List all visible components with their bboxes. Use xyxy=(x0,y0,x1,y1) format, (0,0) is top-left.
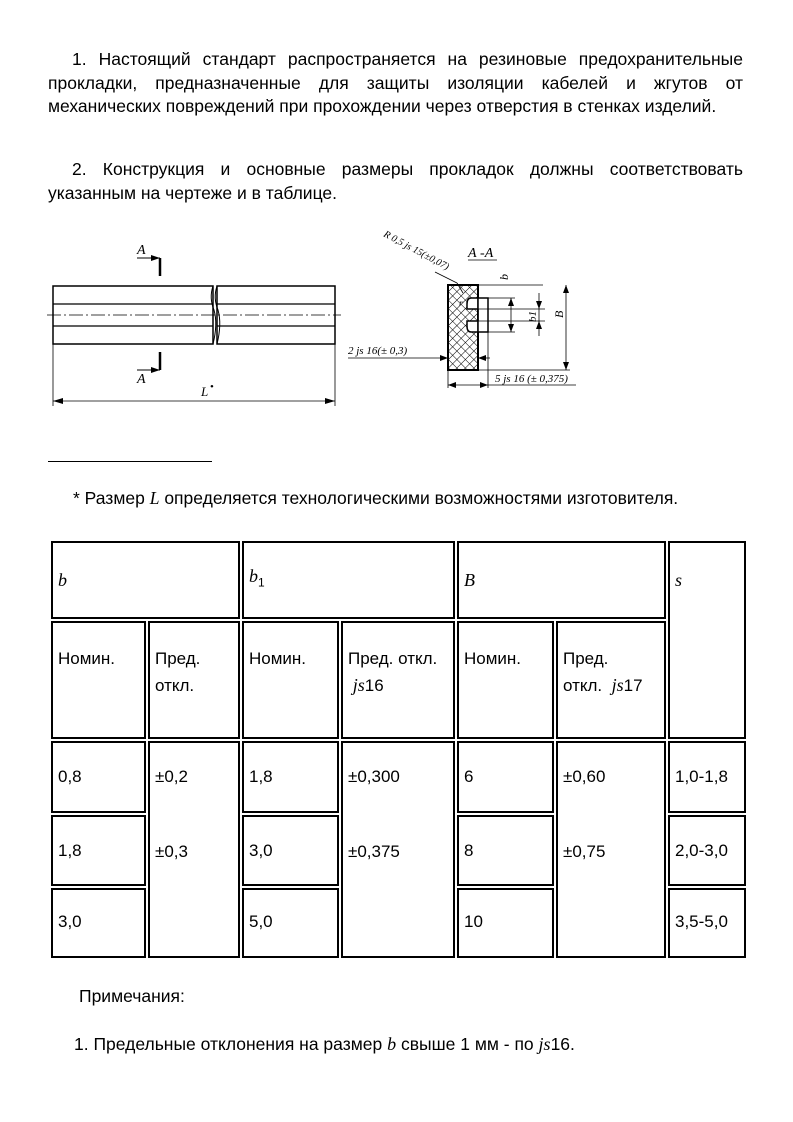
cell-b1: 1,8 xyxy=(242,741,339,813)
cell-B: 6 xyxy=(457,741,554,813)
subheader-b1-nom: Номин. xyxy=(242,621,339,739)
cell-s: 2,0-3,0 xyxy=(668,815,746,886)
paragraph-text: Настоящий стандарт распространяется на резиновые предохранительные прокладки, предназначенные для защиты изоляции кабелей и жгутов от механических повреждений при прохождении через отверстия в стенках изделий. xyxy=(48,49,743,116)
symbol-b: b xyxy=(58,569,67,590)
footnote-text: определяется технологическими возможностями изготовителя. xyxy=(164,488,679,508)
paragraph-number: 1. xyxy=(72,49,87,69)
dimension-b1: b1 xyxy=(527,311,539,322)
dimension-b: b xyxy=(497,274,511,280)
subheader-B-dev: Пред. откл. js17 xyxy=(556,621,666,739)
cell-s: 3,5-5,0 xyxy=(668,888,746,958)
note-symbol-js: js xyxy=(538,1034,551,1054)
table-header-row xyxy=(51,541,746,619)
cell-b1: 3,0 xyxy=(242,815,339,886)
cell-b: 3,0 xyxy=(51,888,146,958)
dimensions-table xyxy=(49,539,748,960)
table-subheader-row xyxy=(51,621,746,739)
footnote-symbol: L xyxy=(149,488,160,508)
cell-b1: 5,0 xyxy=(242,888,339,958)
section-mark-top: А xyxy=(137,243,146,258)
subheader-b1-dev: Пред. откл. js16 xyxy=(341,621,455,739)
section-mark-bottom: А xyxy=(137,372,146,387)
cell-b1-dev: ±0,300 ±0,375 xyxy=(341,741,455,958)
header-s xyxy=(668,541,746,739)
symbol-b1-subscript: 1 xyxy=(258,575,265,590)
notes-title: Примечания: xyxy=(79,986,185,1006)
section-title: А -А xyxy=(468,246,494,261)
subheader-b-nom: Номин. xyxy=(51,621,146,739)
symbol-s: s xyxy=(675,570,683,590)
cell-B: 10 xyxy=(457,888,554,958)
dimension-bottom: 5 js 16 (± 0,375) xyxy=(495,373,568,385)
cell-B: 8 xyxy=(457,815,554,886)
length-label: L xyxy=(201,384,209,399)
section-view xyxy=(348,260,576,388)
paragraph-text: Конструкция и основные размеры прокладок должны соответствовать указанным на чертеже и в таблице. xyxy=(48,159,743,203)
cell-B-dev: ±0,60 ±0,75 xyxy=(556,741,666,958)
cell-b-dev: ±0,2 ±0,3 xyxy=(148,741,240,958)
footnote-prefix: * Размер xyxy=(73,488,145,508)
cell-b: 1,8 xyxy=(51,815,146,886)
symbol-b1: b xyxy=(249,566,258,587)
note-1: 1. Предельные отклонения на размер b свыше 1 мм - по js16. xyxy=(74,1034,575,1054)
header-B xyxy=(457,541,666,619)
header-b1 xyxy=(242,541,455,619)
note-symbol-b: b xyxy=(387,1034,397,1054)
side-view xyxy=(47,255,341,406)
paragraph-scope xyxy=(48,48,743,119)
dimension-r: r xyxy=(459,298,463,308)
radius-note: R 0,5 js 15(±0,07) xyxy=(381,228,451,273)
header-b xyxy=(51,541,240,619)
footnote-separator xyxy=(48,461,212,462)
dimension-left: 2 js 16(± 0,3) xyxy=(348,345,408,357)
subheader-B-nom: Номин. xyxy=(457,621,554,739)
technical-drawing xyxy=(45,228,585,418)
cell-b: 0,8 xyxy=(51,741,146,813)
length-mark: • xyxy=(210,381,214,393)
symbol-B: B xyxy=(464,569,475,590)
table-row xyxy=(51,741,746,813)
cell-s: 1,0-1,8 xyxy=(668,741,746,813)
subheader-b-dev: Пред. откл. xyxy=(148,621,240,739)
paragraph-design xyxy=(48,158,743,205)
paragraph-number: 2. xyxy=(72,159,87,179)
dimension-B: B xyxy=(552,310,566,318)
footnote xyxy=(73,488,763,509)
